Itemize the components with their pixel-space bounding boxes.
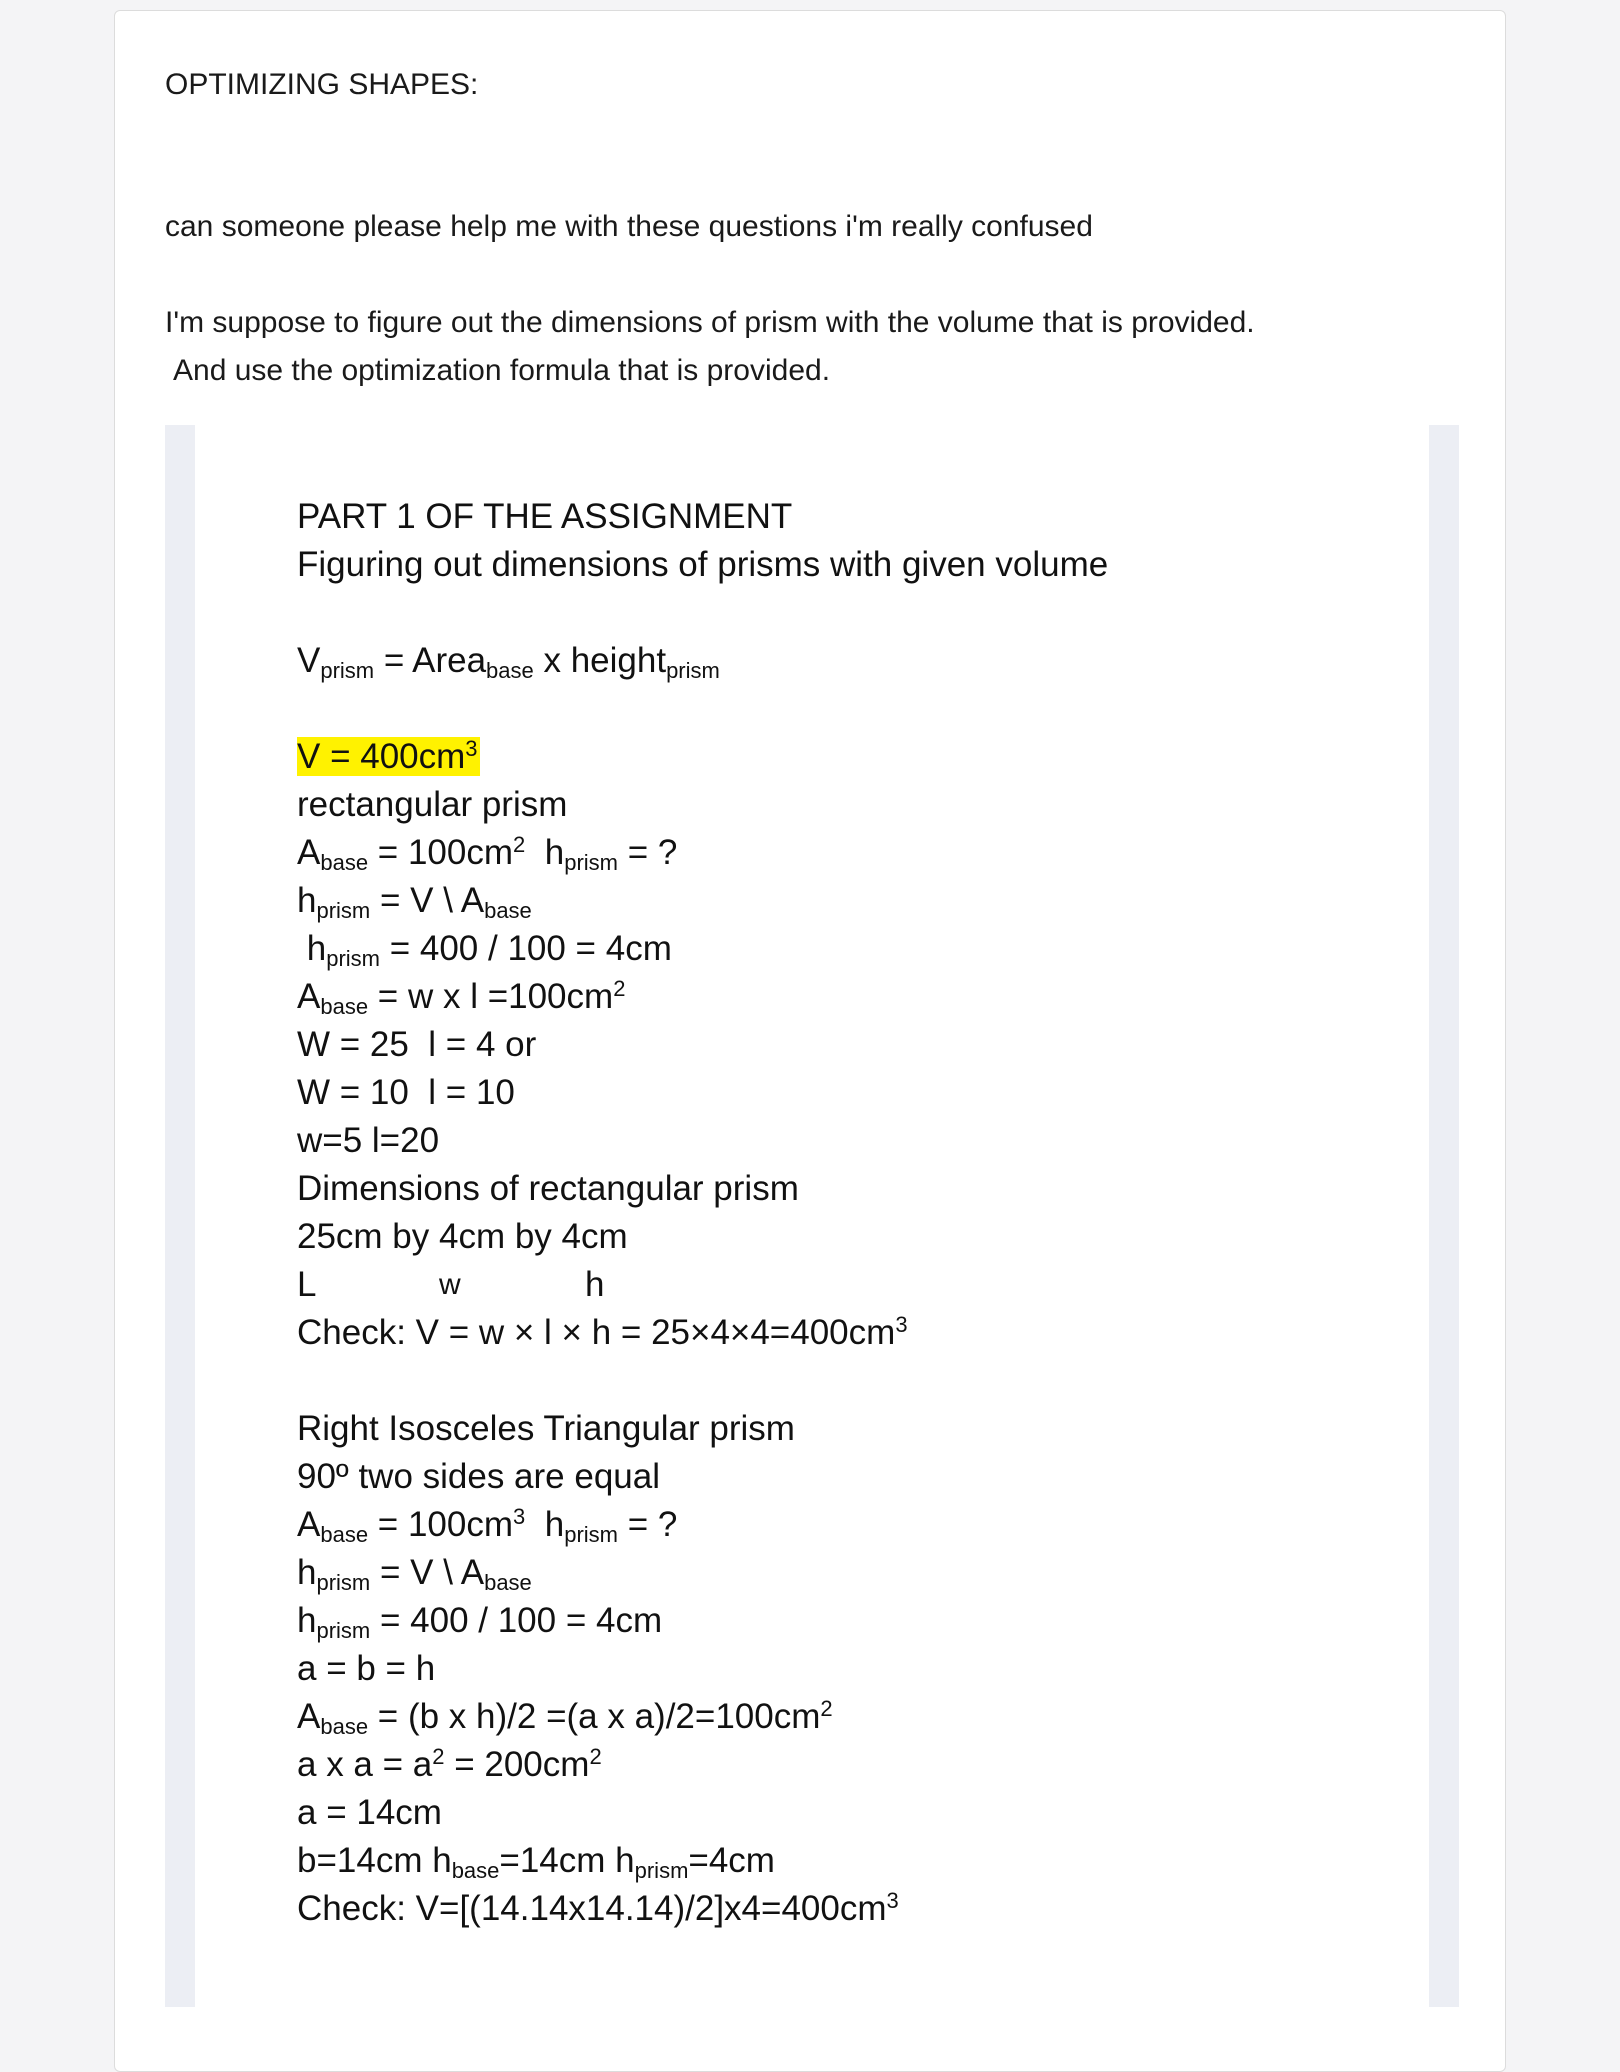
attached-image[interactable] bbox=[165, 425, 1459, 2007]
rect-line: W = 10 l = 10 bbox=[297, 1073, 515, 1112]
tri-line: a = b = h bbox=[297, 1649, 436, 1688]
post-body-line: can someone please help me with these questions i'm really confused bbox=[165, 210, 1093, 243]
rect-line: $A_{base} = w$ x $l =100cm^2$ bbox=[297, 976, 626, 1019]
rect-line: 25cm by 4cm by 4cm bbox=[297, 1217, 628, 1256]
highlighted-volume: $V = 400cm^3$ bbox=[297, 736, 478, 776]
post-body-line: I'm suppose to figure out the dimensions of prism with the volume that is provided. bbox=[165, 306, 1255, 339]
post-body-line: And use the optimization formula that is provided. bbox=[173, 354, 831, 387]
rect-line: $h_{prism} = 400 / 100 = 4cm$ bbox=[297, 929, 672, 971]
label-w: w bbox=[439, 1268, 461, 1301]
tri-line: $A_{base} = (b$ x h)/2 =(a x $a)/2=100cm^2$ bbox=[297, 1696, 833, 1739]
assignment-subheading: Figuring out dimensions of prisms with given volume bbox=[297, 545, 1109, 584]
assignment-page bbox=[297, 495, 1397, 1995]
rect-line: W = 25 l = 4 or bbox=[297, 1025, 537, 1064]
post-card bbox=[114, 10, 1506, 2072]
volume-formula: $V_{prism}$ = Area$_{base}$ x height$_{prism}$ bbox=[297, 641, 720, 683]
tri-prism-title: Right Isosceles Triangular prism bbox=[297, 1409, 795, 1448]
tri-line: $h_{prism} = 400 / 100 = 4cm$ bbox=[297, 1601, 663, 1643]
dimension-labels bbox=[297, 1263, 697, 1307]
label-h: h bbox=[585, 1265, 605, 1304]
rect-line: $A_{base} = 100cm^2$ $h_{prism}$ = ? bbox=[297, 832, 678, 875]
tri-check: Check: $V=[(14.14x14.14)/2]x4=400cm^3$ bbox=[297, 1888, 899, 1928]
rect-line: Dimensions of rectangular prism bbox=[297, 1169, 799, 1208]
assignment-heading: PART 1 OF THE ASSIGNMENT bbox=[297, 497, 793, 536]
tri-line: $h_{prism} = V$ \ $A_{base}$ bbox=[297, 1553, 532, 1595]
given-volume bbox=[297, 735, 480, 779]
image-right-border bbox=[1429, 425, 1459, 2007]
rect-line: $h_{prism} = V$ \ $A_{base}$ bbox=[297, 881, 532, 923]
label-l: L bbox=[297, 1265, 317, 1304]
tri-line: a x $a = a^2 = 200cm^2$ bbox=[297, 1744, 602, 1784]
tri-line: 90º two sides are equal bbox=[297, 1457, 661, 1496]
image-left-border bbox=[165, 425, 195, 2007]
rect-prism-title: rectangular prism bbox=[297, 785, 568, 824]
rect-check: Check: $V = w \times l \times h = 25\times 4\times 4=400cm^3$ bbox=[297, 1312, 908, 1352]
tri-line: $A_{base} = 100cm^3$ $h_{prism}$ = ? bbox=[297, 1504, 678, 1547]
tri-line: a = 14cm bbox=[297, 1793, 442, 1832]
tri-line: b=14cm $h_{base}=14cm$ $h_{prism}=4cm$ bbox=[297, 1841, 775, 1883]
rect-line: w=5 l=20 bbox=[297, 1121, 440, 1160]
post-title: OPTIMIZING SHAPES: bbox=[165, 68, 479, 101]
